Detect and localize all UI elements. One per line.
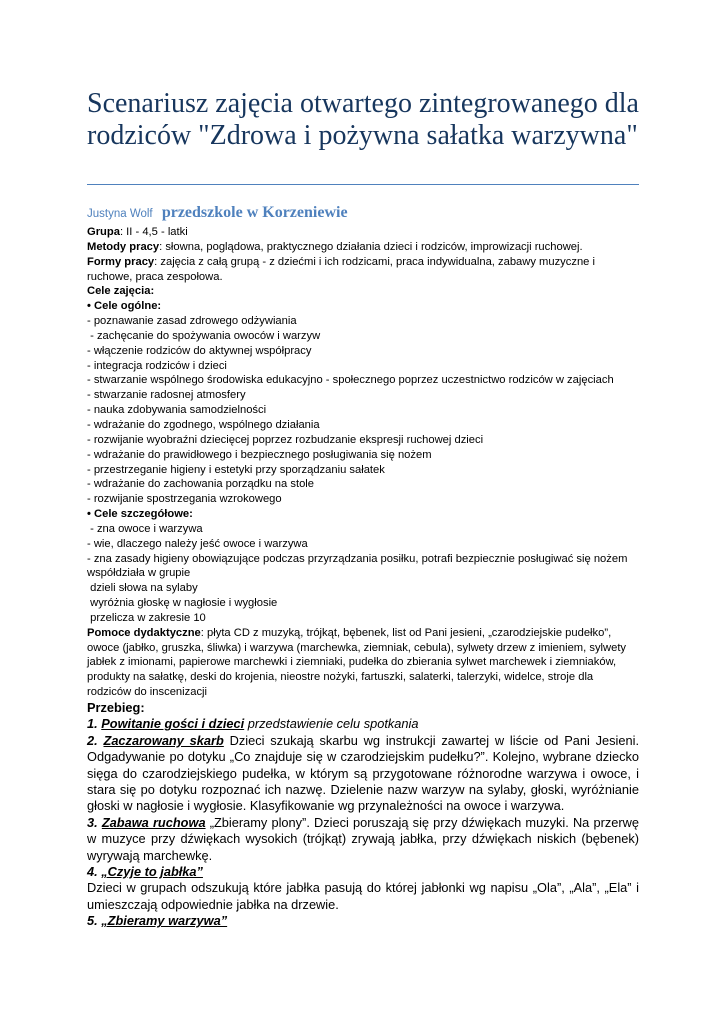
list-item: - nauka zdobywania samodzielności — [87, 404, 267, 417]
list-item: - stwarzanie radosnej atmosfery — [87, 389, 246, 402]
metody-label: Metody pracy — [87, 240, 160, 253]
formy-text: : zajęcia z całą grupą - z dziećmi i ich rodzicami, praca indywidualna, zabawy muzyczne i ruchowe, praca zespołowa. — [87, 255, 596, 283]
document-title: Scenariusz zajęcia otwartego zintegrowanego dla rodziców "Zdrowa i pożywna sałatka warzywna" — [87, 88, 639, 151]
list-item: - poznawanie zasad zdrowego odżywiania — [87, 315, 297, 328]
formy-label: Formy pracy — [87, 255, 155, 268]
metody-line — [87, 240, 639, 255]
pomoce-text: : płyta CD z muzyką, trójkąt, bębenek, list od Pani jesieni, „czarodziejskie pudełko”, owoce (jabłko, gruszka, śliwka) i warzywa (marchewka, ziemniak, cebula), sylwety drzew z imieniem, sylwety jabłek z imionami, papierowe marchewki i ziemniaki, pudełka do zbierania sylwet marchewek i ziemniaków, produkty na sałatkę, deski do krojenia, nieostre nożyki, fartuszki, salaterki, talerzyki, widelce, stroje dla rodziców do inscenizacji — [87, 626, 627, 699]
step-title: „Czyje to jabłka” — [101, 864, 203, 880]
step-number: 3. — [87, 814, 98, 830]
list-item: - wdrażanie do zgodnego, wspólnego działania — [87, 418, 320, 431]
list-item: przelicza w zakresie 10 — [87, 611, 206, 624]
list-item: dzieli słowa na sylaby — [87, 582, 198, 595]
formy-line — [87, 255, 639, 285]
pomoce-label: Pomoce dydaktyczne — [87, 626, 201, 639]
cele-szczegolowe-heading: • Cele szczegółowe: — [87, 508, 193, 521]
list-item: - zna owoce i warzywa — [87, 522, 203, 535]
przebieg-heading: Przebieg: — [87, 700, 145, 715]
grupa-line — [87, 225, 639, 240]
step-text: „Zbieramy plony”. Dzieci poruszają się przy dźwiękach muzyki. Na przerwę w muzyce przy dźwiękach wysokich (trójkąt) zrywają jabłka, przy dźwiękach niskich (bębenek) wyrywają marchewkę. — [87, 814, 639, 863]
list-item: - przestrzeganie higieny i estetyki przy sporządzaniu sałatek — [87, 463, 385, 476]
list-item: - wie, dlaczego należy jeść owoce i warzywa — [87, 537, 308, 550]
list-item: - włączenie rodziców do aktywnej współpracy — [87, 344, 312, 357]
step-number: 5. — [87, 913, 98, 929]
list-item: - rozwijanie wyobraźni dziecięcej poprzez rozbudzanie ekspresji ruchowej dzieci — [87, 433, 484, 446]
step-text: Dzieci szukają skarbu wg instrukcji zawartej w liście od Pani Jesieni. Odgadywanie po dotyku „Co znajduje się w czarodziejskim pudełku?”. Kolejno, wybrane dziecko sięga do czarodziejskiego pudełka, w którym są przygotowane różnorodne warzywa i owoce, i stara się po dotyku rozpoznać ich nazwę. Dzielenie nazw warzyw na sylaby, głoski, wyróżnianie głoski w nagłosie i wygłosie. Klasyfikowanie wg przynależności na owoce i warzywa. — [87, 732, 639, 814]
step-4-text: Dzieci w grupach odszukują które jabłka pasują do której jabłonki wg napisu „Ola”, „Ala”, „Ela” i umieszczają odpowiednie jabłka na drzewie. — [87, 880, 639, 912]
list-item: współdziała w grupie — [87, 567, 191, 580]
step-number: 4. — [87, 864, 98, 880]
author-name: Justyna Wolf — [87, 208, 153, 220]
cele-szczegolowe-list — [87, 522, 639, 626]
step-4 — [87, 864, 639, 880]
step-1 — [87, 716, 639, 732]
list-item: - zachęcanie do spożywania owoców i warzyw — [87, 329, 321, 342]
document-body — [87, 225, 639, 930]
list-item: - integracja rodziców i dzieci — [87, 359, 227, 372]
list-item: - wdrażanie do zachowania porządku na stole — [87, 478, 314, 491]
list-item: - stwarzanie wspólnego środowiska edukacyjno - społecznego poprzez uczestnictwo rodziców w zajęciach — [87, 374, 614, 387]
step-2 — [87, 733, 639, 815]
cele-ogolne-heading: • Cele ogólne: — [87, 300, 162, 313]
grupa-label: Grupa — [87, 226, 120, 238]
author-place: przedszkole w Korzeniewie — [161, 204, 348, 221]
step-title: „Zbieramy warzywa” — [101, 913, 228, 929]
title-divider — [87, 184, 639, 185]
step-number: 1. — [87, 716, 98, 732]
cele-heading: Cele zajęcia: — [87, 285, 155, 298]
metody-text: : słowna, poglądowa, praktycznego działania dzieci i rodziców, improwizacji ruchowej. — [159, 240, 583, 253]
przebieg-steps — [87, 716, 639, 929]
step-title: Powitanie gości i dzieci — [101, 716, 245, 732]
author-line — [87, 204, 348, 222]
list-item: - rozwijanie spostrzegania wzrokowego — [87, 493, 282, 506]
step-title: Zaczarowany skarb — [103, 732, 224, 748]
step-number: 2. — [87, 732, 98, 748]
list-item: wyróżnia głoskę w nagłosie i wygłosie — [87, 597, 278, 610]
step-text: przedstawienie celu spotkania — [244, 716, 419, 732]
list-item: - zna zasady higieny obowiązujące podczas przyrządzania posiłku, potrafi bezpiecznie posługiwać się nożem — [87, 552, 628, 565]
pomoce-line — [87, 626, 639, 700]
step-3 — [87, 815, 639, 864]
step-5 — [87, 913, 639, 929]
list-item: - wdrażanie do prawidłowego i bezpiecznego posługiwania się nożem — [87, 448, 432, 461]
step-title: Zabawa ruchowa — [101, 814, 206, 830]
cele-ogolne-list — [87, 314, 639, 507]
grupa-text: : II - 4,5 - latki — [119, 226, 188, 238]
